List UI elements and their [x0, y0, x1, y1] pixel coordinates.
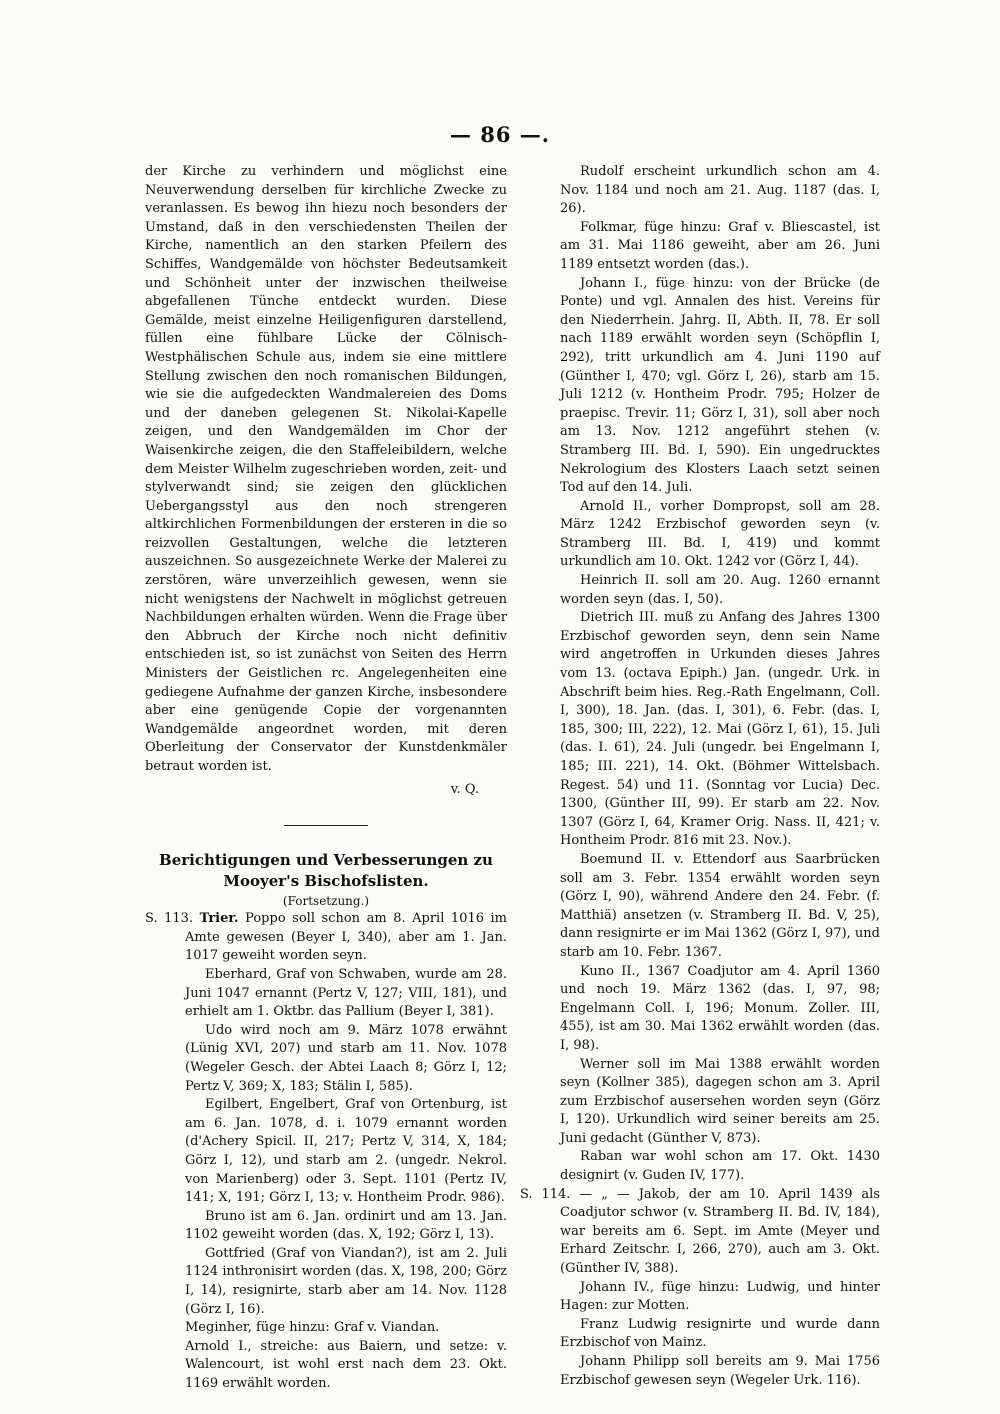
- list-item: Johann IV., füge hinzu: Ludwig, und hinter Hagen: zur Motten.: [560, 1279, 880, 1314]
- list-item: Meginher, füge hinzu: Graf v. Viandan.: [185, 1320, 440, 1336]
- list-item: Arnold II., vorher Dompropst, soll am 28. März 1242 Erzbischof geworden seyn (v. Stramberg III. Bd. I, 419) und kommt urkundlich am 10. Okt. 1242 vor (Görz I, 44).: [560, 498, 880, 570]
- list-item: Franz Ludwig resignirte und wurde dann Erzbischof von Mainz.: [560, 1316, 880, 1351]
- right-column: [520, 163, 880, 1390]
- author-signature: v. Q.: [450, 781, 479, 797]
- entry-s114: [520, 1186, 880, 1279]
- list-item: Udo wird noch am 9. März 1078 erwähnt (Lünig XVI, 207) und starb am 11. Nov. 1078 (Wegeler Gesch. der Abtei Laach 8; Görz I, 12; Pertz V, 369; X, 183; Stälin I, 585).: [185, 1022, 507, 1094]
- list-item: Egilbert, Engelbert, Graf von Ortenburg, ist am 6. Jan. 1078, d. i. 1079 ernannt worden (d'Achery Spicil. II, 217; Pertz V, 314, X, 184; Görz I, 12), und starb am 2. (ungedr. Nekrol. von Marienberg) oder 3. Sept. 1101 (Pertz IV, 141; X, 191; Görz I, 13; v. Hontheim Prodr. 986).: [185, 1097, 507, 1206]
- section-title: Berichtigungen und Verbesserungen zu Mooyer's Bischofslisten.: [159, 851, 493, 891]
- list-item: Folkmar, füge hinzu: Graf v. Bliescastel, ist am 31. Mai 1186 geweiht, aber am 26. Juni 1189 entsetzt worden (das.).: [560, 219, 880, 272]
- trier-entries: [145, 966, 507, 1394]
- list-item: Heinrich II. soll am 20. Aug. 1260 ernannt worden seyn (das. I, 50).: [560, 573, 880, 607]
- trier-entries-continued: [520, 163, 880, 1186]
- list-item: Arnold I., streiche: aus Baiern, und setze: v. Walencourt, ist wohl erst nach dem 23. Okt. 1169 erwählt worden.: [185, 1338, 507, 1392]
- entry-label: S. 113.: [145, 911, 194, 927]
- intro-paragraph: der Kirche zu verhindern und möglichst eine Neuverwendung derselben für kirchliche Zwecke zu veranlassen. Es bewog ihn hiezu noch besonders der Umstand, daß in den verschiedensten Theilen der Kirche, namentlich an den starken Pfeilern des Schiffes, Wandgemälde von höchster Bedeutsamkeit und Schönheit unter der inzwischen theilweise abgefallenen Tünche entdeckt wurden. Diese Gemälde, meist einzelne Heiligenfiguren darstellend, füllen eine fühlbare Lücke der Cölnisch-Westphälischen Schule aus, indem sie eine mittlere Stellung zwischen den noch romanischen Bildungen, wie sie die aufgedeckten Wandmalereien des Doms und der daneben gelegenen St. Nikolai-Kapelle zeigen, und den Wandgemälden im Chor der Waisenkirche zeigen, die den Staffeleibildern, welche dem Meister Wilhelm zugeschrieben worden, zeit- und stylverwandt sind; sie zeigen den glücklichen Uebergangsstyl aus den noch strengeren altkirchlichen Formenbildungen der ersteren in die so reizvollen Gestaltungen, welche die letzteren auszeichnen. So ausgezeichnete Werke der Malerei zu zerstören, wäre unverzeihlich gewesen, wenn sie nicht wenigstens der Nachwelt in möglichst getreuen Nachbildungen erhalten würden. Wenn die Frage über den Abbruch der Kirche noch nicht definitiv entschieden ist, so ist zunächst von Seiten des Herrn Ministers der Geistlichen rc. Angelegenheiten eine gediegene Aufnahme der ganzen Kirche, insbesondere aber eine genügende Copie der vorgenannten Wandgemälde angeordnet worden, mit deren Oberleitung der Conservator der Kunstdenkmäler betraut worden ist.: [145, 164, 507, 774]
- section-continuation: (Fortsetzung.): [282, 894, 370, 909]
- list-item: Eberhard, Graf von Schwaben, wurde am 28. Juni 1047 ernannt (Pertz V, 127; VIII, 181), und erhielt am 1. Oktbr. das Pallium (Beyer I, 381).: [185, 966, 507, 1020]
- list-item: Bruno ist am 6. Jan. ordinirt und am 13. Jan. 1102 geweiht worden (das. X, 192; Görz I, 13).: [185, 1208, 507, 1243]
- list-item: Werner soll im Mai 1388 erwählt worden seyn (Kollner 385), dagegen schon am 3. April zum Erzbischof ausersehen worden seyn (Görz I, 120). Urkundlich wird seiner bereits am 25. Juni gedacht (Günther V, 873).: [560, 1056, 880, 1146]
- list-item: Dietrich III. muß zu Anfang des Jahres 1300 Erzbischof geworden seyn, denn sein Name wird angetroffen in Urkunden dieses Jahres vom 13. (octava Epiph.) Jan. (ungedr. Urk. in Abschrift beim hies. Reg.-Rath Engelmann, Coll. I, 300), 18. Jan. (das. I, 301), 6. Febr. (das. I, 185, 300; III, 222), 12. Mai (Görz I, 61), 15. Juli (das. I. 61), 24. Juli (ungedr. bei Engelmann I, 185; III. 221), 14. Okt. (Böhmer Wittelsbach. Regest. 54) und 11. (Sonntag vor Lucia) Dec. 1300, (Günther III, 99). Er starb am 22. Nov. 1307 (Görz I, 64, Kramer Orig. Nass. II, 421; v. Hontheim Prodr. 816 mit 23. Nov.).: [560, 610, 880, 849]
- list-item: Gottfried (Graf von Viandan?), ist am 2. Juli 1124 inthronisirt worden (das. X, 198, 200; Görz I, 14), resignirte, starb aber am 14. Nov. 1128 (Görz I, 16).: [185, 1245, 507, 1317]
- left-column: [145, 163, 507, 1394]
- list-item: Raban war wohl schon am 17. Okt. 1430 designirt (v. Guden IV, 177).: [560, 1149, 880, 1184]
- entry-text: Jakob, der am 10. April 1439 als Coadjutor schwor (v. Stramberg II. Bd. IV, 184), war bereits am 6. Sept. im Amte (Meyer und Erhard Zeitschr. I, 266, 270), auch am 3. Okt. (Günther IV, 388).: [560, 1186, 880, 1277]
- entry-trier-first: [145, 910, 507, 966]
- entry-city: Trier.: [199, 911, 239, 927]
- page-number: — 86 —.: [449, 122, 551, 147]
- list-item: Johann I., füge hinzu: von der Brücke (de Ponte) und vgl. Annalen des hist. Vereins für den Niederrhein. Jahrg. II, Abth. II, 78. Er soll nach 1189 erwählt worden seyn (Schöpflin I, 292), tritt urkundlich am 4. Juni 1190 auf (Günther I, 470; vgl. Görz I, 26), starb am 15. Juli 1212 (v. Hontheim Prodr. 795; Holzer de praepisc. Trevir. 11; Görz I, 31), soll aber noch am 13. Nov. 1212 angeführt stehen (v. Stramberg III. Bd. I, 590). Ein ungedrucktes Nekrologium des Klosters Laach setzt seinen Tod auf den 14. Juli.: [560, 275, 880, 496]
- s114-entries: [520, 1279, 880, 1391]
- list-item: Boemund II. v. Ettendorf aus Saarbrücken soll am 3. Febr. 1354 erwählt worden seyn (Görz I, 90), während Andere den 24. Febr. (f. Matthiä) ansetzen (v. Stramberg II. Bd. V, 25), dann resignirte er im Mai 1362 (Görz I, 97), und starb am 10. Febr. 1367.: [560, 851, 880, 960]
- entry-label: S. 114. — „ —: [520, 1186, 630, 1202]
- list-item: Rudolf erscheint urkundlich schon am 4. Nov. 1184 und noch am 21. Aug. 1187 (das. I, 26).: [560, 164, 880, 217]
- section-divider: [284, 825, 368, 826]
- list-item: Kuno II., 1367 Coadjutor am 4. April 1360 und noch 19. März 1362 (das. I, 97, 98; Engelmann Coll. I, 196; Monum. Zoller. III, 455), ist am 30. Mai 1362 erwählt worden (das. I, 98).: [560, 963, 880, 1053]
- entry-text: Poppo soll schon am 8. April 1016 im Amte gewesen (Beyer I, 340), aber am 1. Jan. 1017 geweiht worden seyn.: [185, 911, 508, 964]
- list-item: Johann Philipp soll bereits am 9. Mai 1756 Erzbischof gewesen seyn (Wegeler Urk. 116).: [560, 1354, 880, 1388]
